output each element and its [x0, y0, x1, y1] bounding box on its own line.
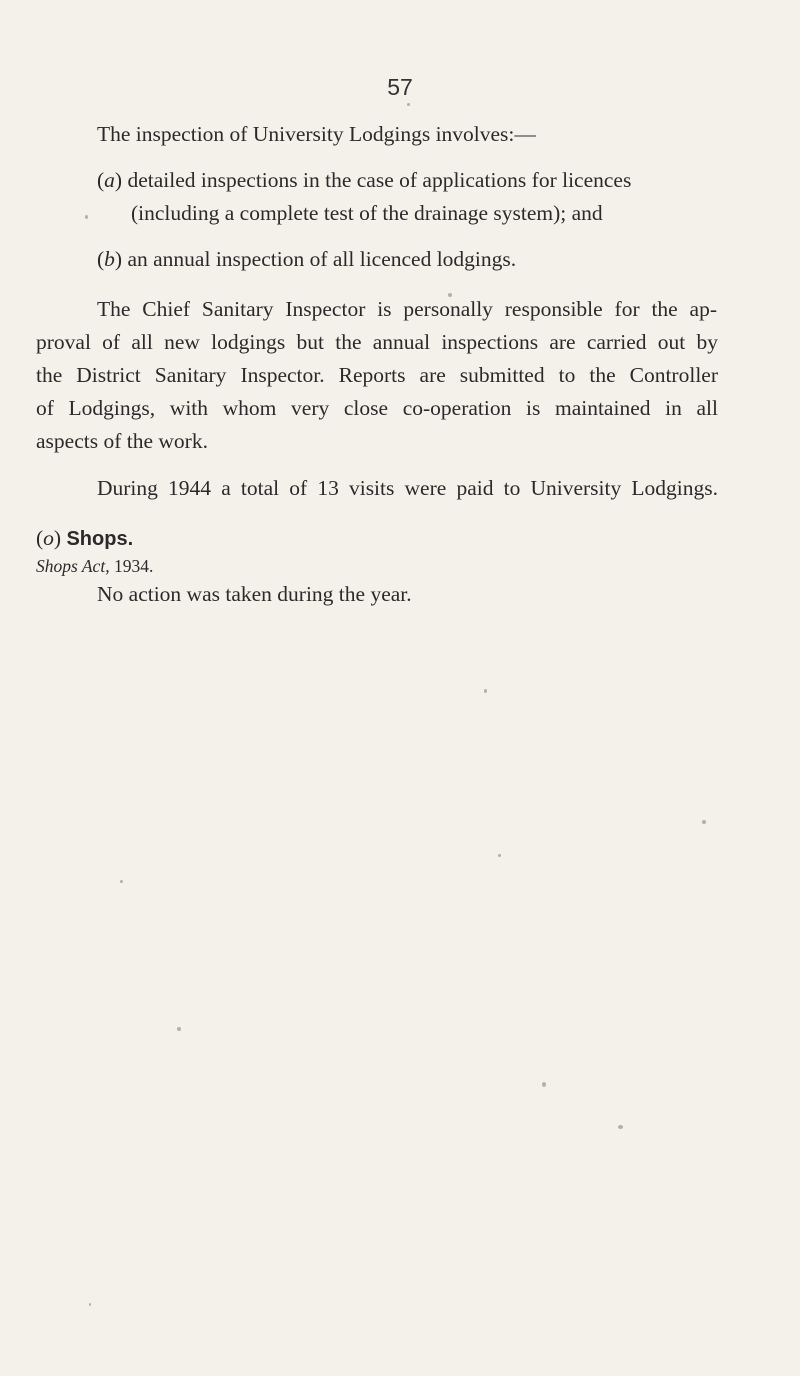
shops-act-year: 1934.	[113, 556, 154, 576]
paper-speck	[498, 854, 501, 857]
list-item-a-label: (a)	[97, 168, 123, 192]
paper-speck	[618, 1125, 623, 1129]
list-item-b-label: (b)	[97, 247, 123, 271]
list-item-a	[97, 166, 631, 194]
shops-note: No action was taken during the year.	[97, 582, 412, 606]
list-item-b-text: an annual inspection of all licenced lodgings.	[127, 247, 517, 271]
paper-speck	[542, 1082, 546, 1087]
paper-speck	[484, 689, 487, 693]
paragraph-line-4: of Lodgings, with whom very close co-operation is maintained in all	[36, 396, 718, 420]
paper-speck	[177, 1027, 181, 1031]
paragraph-line-1: The Chief Sanitary Inspector is personally responsible for the ap-	[97, 297, 717, 321]
paragraph-line-3: the District Sanitary Inspector. Reports are submitted to the Controller	[36, 363, 718, 387]
shops-heading	[36, 524, 133, 553]
paper-speck	[407, 103, 410, 106]
lodgings-intro: The inspection of University Lodgings involves:—	[97, 122, 536, 146]
list-item-a-text-line2: (including a complete test of the drainage system); and	[131, 201, 603, 225]
visits-line: During 1944 a total of 13 visits were paid to University Lodgings.	[97, 476, 718, 500]
page-number: 57	[387, 74, 413, 100]
shops-act-name: Shops Act,	[36, 556, 110, 576]
list-item-a-text-line1: detailed inspections in the case of applications for licences	[127, 168, 632, 192]
shops-act	[36, 552, 153, 580]
paragraph-line-2: proval of all new lodgings but the annual inspections are carried out by	[36, 330, 718, 354]
paper-speck	[702, 820, 706, 824]
paper-speck	[120, 880, 123, 883]
list-item-b	[97, 245, 516, 273]
shops-label: (o)	[36, 526, 62, 550]
shops-title: Shops.	[66, 528, 134, 550]
paper-speck	[89, 1303, 91, 1306]
paper-speck	[448, 293, 452, 297]
paper-speck	[85, 215, 88, 219]
paragraph-line-5: aspects of the work.	[36, 429, 208, 453]
